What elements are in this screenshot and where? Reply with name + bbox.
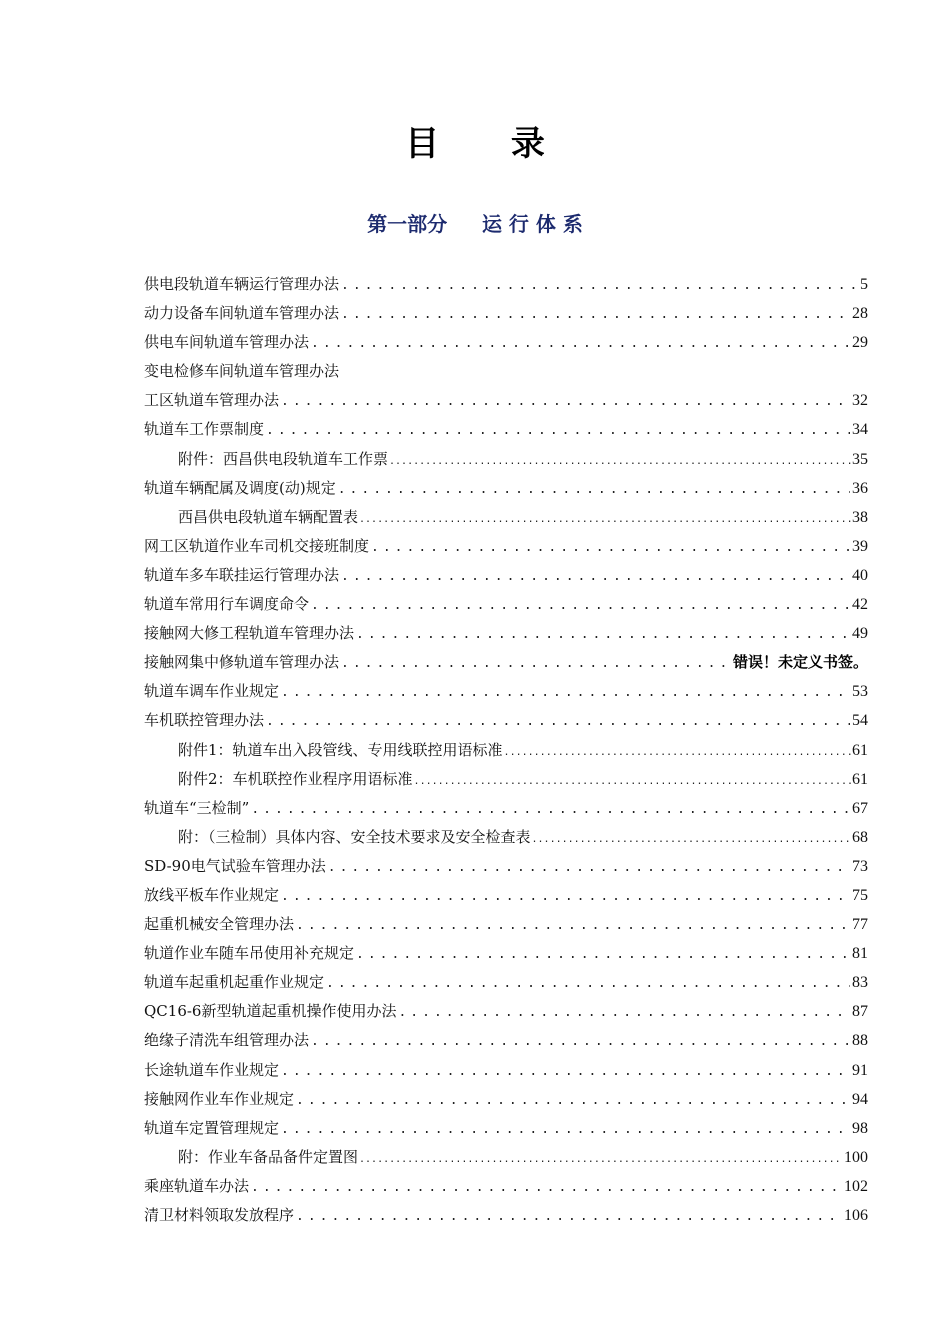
toc-entry[interactable] xyxy=(144,561,868,590)
toc-entry-page: 54 xyxy=(852,712,868,730)
toc-dot-leader xyxy=(389,447,851,476)
toc-entry-title: 轨道车起重机起重作业规定 xyxy=(144,973,325,992)
toc-entry[interactable] xyxy=(144,765,868,794)
toc-entry-title: 长途轨道车作业规定 xyxy=(144,1060,280,1079)
toc-entry[interactable] xyxy=(144,910,868,939)
toc-entry-page: 87 xyxy=(852,1003,868,1021)
toc-entry[interactable] xyxy=(144,299,868,328)
toc-dot-leader xyxy=(281,1057,850,1086)
toc-dot-leader xyxy=(296,1202,842,1231)
toc-entry[interactable] xyxy=(144,997,868,1026)
toc-entry-title: 轨道车辆配属及调度(动)规定 xyxy=(144,478,336,497)
toc-entry[interactable] xyxy=(144,648,868,677)
toc-dot-leader xyxy=(311,329,850,358)
toc-entry-title: 接触网作业车作业规定 xyxy=(144,1089,295,1108)
toc-entry-title: 轨道作业车随车吊使用补充规定 xyxy=(144,944,355,963)
toc-entry[interactable] xyxy=(144,328,868,357)
toc-entry-title: 轨道车多车联挂运行管理办法 xyxy=(144,565,340,584)
toc-entry[interactable] xyxy=(144,1172,868,1201)
toc-entry-page: 34 xyxy=(852,421,868,439)
toc-dot-leader xyxy=(341,300,850,329)
toc-entry-title: 网工区轨道作业车司机交接班制度 xyxy=(144,536,370,555)
toc-entry-page: 39 xyxy=(852,537,868,555)
toc-entry-title: 接触网集中修轨道车管理办法 xyxy=(144,653,340,672)
toc-entry-title: 乘座轨道车办法 xyxy=(144,1176,250,1195)
toc-dot-leader xyxy=(281,387,850,416)
toc-entry[interactable] xyxy=(144,445,868,474)
toc-entry-title: 附件1：轨道车出入段管线、专用线联控用语标准 xyxy=(178,740,503,759)
toc-entry-page: 38 xyxy=(852,508,868,526)
toc-entry-title: 动力设备车间轨道车管理办法 xyxy=(144,304,340,323)
toc-entry-page: 40 xyxy=(852,566,868,584)
toc-dot-leader xyxy=(251,795,850,824)
toc-dot-leader xyxy=(296,1086,850,1115)
toc-entry-title: 接触网大修工程轨道车管理办法 xyxy=(144,624,355,643)
toc-entry-title: 轨道车调车作业规定 xyxy=(144,682,280,701)
toc-dot-leader xyxy=(281,678,850,707)
toc-entry-title: 轨道车工作票制度 xyxy=(144,420,265,439)
toc-entry-page: 36 xyxy=(852,479,868,497)
toc-entry-page: 88 xyxy=(852,1032,868,1050)
toc-entry[interactable] xyxy=(144,474,868,503)
toc-entry-title: 附件2：车机联控作业程序用语标准 xyxy=(178,769,413,788)
toc-entry[interactable] xyxy=(144,357,868,386)
toc-entry[interactable] xyxy=(144,1143,868,1172)
toc-entry[interactable] xyxy=(144,415,868,444)
toc-entry[interactable] xyxy=(144,1085,868,1114)
toc-entry-title: 工区轨道车管理办法 xyxy=(144,391,280,410)
toc-entry-page: 91 xyxy=(852,1061,868,1079)
toc-entry-title: 供电车间轨道车管理办法 xyxy=(144,333,310,352)
toc-entry-title: 放线平板车作业规定 xyxy=(144,885,280,904)
toc-dot-leader xyxy=(398,998,850,1027)
toc-dot-leader xyxy=(281,1115,850,1144)
toc-entry-title: SD-90电气试验车管理办法 xyxy=(144,856,326,875)
toc-entry-page: 68 xyxy=(852,828,868,846)
toc-entry[interactable] xyxy=(144,1026,868,1055)
toc-dot-leader xyxy=(341,649,731,678)
toc-entry[interactable] xyxy=(144,939,868,968)
toc-entry[interactable] xyxy=(144,1114,868,1143)
toc-entry-page: 94 xyxy=(852,1090,868,1108)
toc-dot-leader xyxy=(359,1145,843,1174)
table-of-contents xyxy=(144,270,868,1230)
toc-entry[interactable] xyxy=(144,590,868,619)
toc-entry-title: 车机联控管理办法 xyxy=(144,711,265,730)
toc-entry-page: 81 xyxy=(852,945,868,963)
toc-entry-title: 西昌供电段轨道车辆配置表 xyxy=(178,507,359,526)
toc-dot-leader xyxy=(251,1173,842,1202)
toc-entry-page: 42 xyxy=(852,596,868,614)
toc-dot-leader xyxy=(371,533,850,562)
toc-dot-leader xyxy=(296,911,850,940)
toc-entry[interactable] xyxy=(144,532,868,561)
toc-entry-page: 61 xyxy=(852,741,868,759)
toc-entry[interactable] xyxy=(144,677,868,706)
toc-entry-title: 轨道车常用行车调度命令 xyxy=(144,595,310,614)
toc-entry-title: 轨道车“三检制” xyxy=(144,798,250,817)
toc-entry-title: QC16-6新型轨道起重机操作使用办法 xyxy=(144,1002,397,1021)
toc-entry-page: 错误！未定义书签。 xyxy=(732,653,868,672)
toc-entry-page: 106 xyxy=(844,1207,868,1224)
toc-dot-leader xyxy=(414,767,851,796)
toc-entry[interactable] xyxy=(144,852,868,881)
toc-entry[interactable] xyxy=(144,794,868,823)
toc-dot-leader xyxy=(266,416,850,445)
toc-entry-page: 83 xyxy=(852,974,868,992)
toc-entry-title: 供电段轨道车辆运行管理办法 xyxy=(144,275,340,293)
toc-entry-page: 75 xyxy=(852,886,868,904)
toc-dot-leader xyxy=(266,707,850,736)
toc-entry[interactable] xyxy=(144,270,868,299)
toc-dot-leader xyxy=(338,475,850,504)
toc-entry-page: 73 xyxy=(852,857,868,875)
toc-entry-page: 35 xyxy=(852,450,868,468)
toc-entry-page: 28 xyxy=(852,305,868,323)
toc-entry[interactable] xyxy=(144,706,868,735)
toc-entry-page: 98 xyxy=(852,1119,868,1137)
toc-entry-title: 清卫材料领取发放程序 xyxy=(144,1206,295,1224)
toc-entry[interactable] xyxy=(144,881,868,910)
toc-entry-title: 起重机械安全管理办法 xyxy=(144,915,295,934)
toc-entry[interactable] xyxy=(144,823,868,852)
toc-entry-page: 102 xyxy=(844,1177,868,1195)
toc-dot-leader xyxy=(341,562,850,591)
toc-dot-leader xyxy=(311,591,850,620)
toc-entry-title: 变电检修车间轨道车管理办法 xyxy=(144,362,340,381)
toc-entry[interactable] xyxy=(144,1201,868,1230)
toc-dot-leader xyxy=(356,940,850,969)
toc-entry[interactable] xyxy=(144,1056,868,1085)
toc-dot-leader xyxy=(356,620,850,649)
toc-entry-page: 32 xyxy=(852,392,868,410)
toc-entry-page: 61 xyxy=(852,770,868,788)
toc-dot-leader xyxy=(311,1027,850,1056)
toc-entry[interactable] xyxy=(144,968,868,997)
toc-entry[interactable] xyxy=(144,386,868,415)
toc-dot-leader xyxy=(328,853,850,882)
toc-dot-leader xyxy=(504,738,851,767)
page-title: 目 录 xyxy=(405,124,575,164)
toc-dot-leader xyxy=(532,825,851,854)
toc-dot-leader xyxy=(326,969,850,998)
toc-entry-page: 100 xyxy=(844,1148,868,1166)
toc-entry-page: 77 xyxy=(852,916,868,934)
toc-entry-title: 附件：西昌供电段轨道车工作票 xyxy=(178,449,389,468)
toc-dot-leader xyxy=(359,505,851,534)
toc-entry[interactable] xyxy=(144,619,868,648)
toc-entry-page: 67 xyxy=(852,799,868,817)
toc-dot-leader xyxy=(281,882,850,911)
toc-entry-title: 附：（三检制）具体内容、安全技术要求及安全检查表 xyxy=(178,827,531,846)
toc-dot-leader xyxy=(341,271,858,300)
toc-entry-page: 5 xyxy=(860,276,868,293)
toc-entry-page: 53 xyxy=(852,683,868,701)
toc-entry-title: 附：作业车备品备件定置图 xyxy=(178,1147,359,1166)
toc-entry-title: 轨道车定置管理规定 xyxy=(144,1118,280,1137)
toc-entry-page: 29 xyxy=(852,334,868,352)
toc-entry[interactable] xyxy=(144,503,868,532)
toc-entry[interactable] xyxy=(144,736,868,765)
section-title: 第一部分 运 行 体 系 xyxy=(367,212,583,236)
toc-entry-title: 绝缘子清洗车组管理办法 xyxy=(144,1031,310,1050)
toc-entry-page: 49 xyxy=(852,625,868,643)
